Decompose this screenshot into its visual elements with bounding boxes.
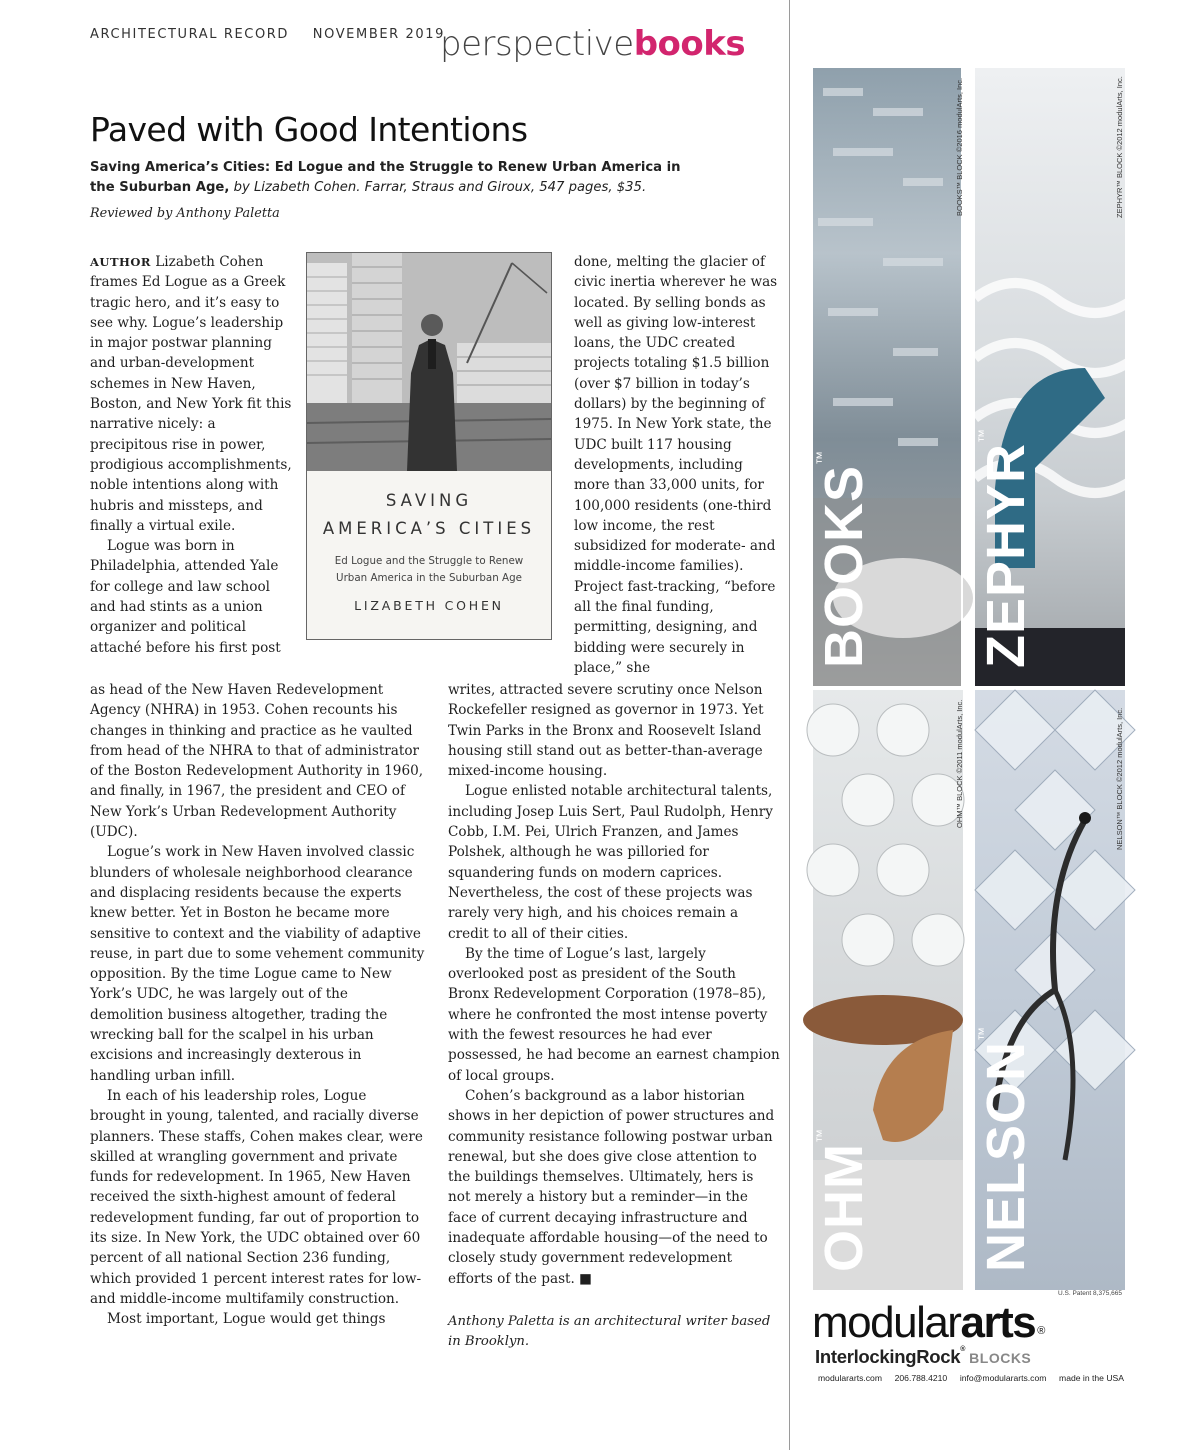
cover-photo (307, 253, 551, 471)
author-credit: Anthony Paletta is an architectural writer based in Brooklyn. (448, 1314, 771, 1350)
paragraph: Logue was born in Philadelphia, attended Yale for college and law school and had stints as a union organizer and political attaché before his first post (90, 538, 281, 656)
cover-subtitle: Ed Logue and the Struggle to Renew Urban America in the Suburban Age (334, 555, 524, 584)
section-heading-light: perspective (440, 24, 634, 64)
ad-label-nelson: NELSON™ (975, 1025, 1036, 1272)
byline: Reviewed by Anthony Paletta (90, 206, 280, 221)
article-deck (90, 158, 690, 198)
ad-phone: 206.788.4210 (894, 1373, 948, 1383)
section-heading-bold: books (633, 24, 746, 64)
paragraph: Logue enlisted notable architectural talents, including Josep Luis Sert, Paul Rudolph, Henry Cobb, I.M. Pei, Ulrich Franzen, and James Polshek, although he was pilloried for squandering funds on modern caprices. Nevertheless, the cost of these projects was rarely very high, and his choices remain a credit to all of their cities. (448, 783, 773, 942)
ad-label-books: BOOKS™ (813, 449, 874, 668)
ad-label-zephyr: ZEPHYR™ (975, 427, 1036, 668)
paragraph: Cohen’s background as a labor historian shows in her depiction of power structures and community resistance following postwar urban renewal, but she does give close attention to the buildings themselves. Ultimately, hers is not merely a history but a reminder—in the face of current decaying infrastructure and inadequate affordable housing—of the need to closely study government redevelopment efforts of the past. ■ (448, 1087, 775, 1287)
ad-panel-ohm (813, 690, 963, 1290)
publication-name: ARCHITECTURAL RECORD (90, 27, 290, 42)
book-details: by Lizabeth Cohen. Farrar, Straus and Giroux, 547 pages, $35. (233, 180, 647, 195)
ad-website: modulararts.com (818, 1373, 882, 1383)
ad-copyright-zephyr: ZEPHYR™ BLOCK ©2012 modulArts, Inc. (1115, 76, 1124, 218)
cover-photo-illustration (307, 253, 551, 471)
ad-copyright-nelson: NELSON™ BLOCK ©2012 modulArts, Inc. (1115, 707, 1124, 850)
cover-author: LIZABETH COHEN (354, 598, 504, 613)
ad-panel-books (813, 68, 963, 686)
paragraph: By the time of Logue’s last, largely overlooked post as president of the South Bronx Redevelopment Corporation (1978–85), where he confronted the most intense poverty with the fewest resources he had ever possessed, he had become an earnest champion of local groups. (448, 945, 780, 1084)
paragraph: done, melting the glacier of civic inertia wherever he was located. By selling bonds as well as giving low-interest loans, the UDC created projects totaling $1.5 billion (over $7 billion in today’s dollars) by the beginning of 1975. In New York state, the UDC built 117 housing developments, including more than 33,000 units, for 100,000 residents (one-third low income, the rest subsidized for moderate- and middle-income families). Project fast-tracking, “before all the final funding, permitting, designing, and bidding were securely in place,” she (574, 254, 778, 676)
modulararts-logo: modulararts ® (812, 1298, 1044, 1347)
ad-origin: made in the USA (1059, 1373, 1124, 1383)
article-column-2 (90, 680, 425, 1330)
lead-word: AUTHOR (90, 255, 151, 269)
paragraph: writes, attracted severe scrutiny once Nelson Rockefeller resigned as governor in 1973. Yet Twin Parks in the Bronx and Roosevelt Island housing still stand out as better-than-average mixed-income housing. (448, 682, 764, 780)
article-column-3 (574, 252, 780, 678)
cover-title: SAVING AMERICA’S CITIES (322, 491, 536, 538)
ad-label-ohm: OHM™ (813, 1128, 874, 1272)
column-divider (789, 0, 790, 1450)
folio (90, 27, 463, 42)
book-title: Saving America’s Cities: Ed Logue and the Struggle to Renew Urban America in the Suburban Age, (90, 160, 681, 195)
ad-patent: U.S. Patent 8,375,665 (1058, 1290, 1122, 1297)
ad-copyright-books: BOOKS™ BLOCK ©2016 modulArts, Inc. (955, 77, 964, 216)
paragraph: Logue’s work in New Haven involved classic blunders of wholesale neighborhood clearance and displacing residents because the experts knew better. Yet in Boston he became more sensitive to context and the viability of adaptive reuse, in part due to some vehement community opposition. By the time Logue came to New York’s UDC, he was largely out of the demolition business altogether, trading the wrecking ball for the scalpel in his urban excisions and increasingly dexterous in handling urban infill. (90, 844, 425, 1084)
book-cover (306, 252, 552, 640)
article-headline: Paved with Good Intentions (90, 110, 528, 149)
ad-contact-footer (818, 1373, 1124, 1383)
issue-date: NOVEMBER 2019 (312, 27, 445, 42)
paragraph: AUTHOR Lizabeth Cohen frames Ed Logue as a Greek tragic hero, and it’s easy to see why. Logue’s leadership in major postwar planning and urban-development schemes in New Haven, Boston, and New York fit this narrative nicely: a precipitous rise in power, prodigious accomplishments, noble intentions along with hubris and missteps, and finally a virtual exile. (90, 254, 292, 534)
paragraph: In each of his leadership roles, Logue brought in young, talented, and racially diverse planners. These staffs, Cohen makes clear, were skilled at wrangling government and private funds for redevelopment. In 1965, New Haven received the sixth-highest amount of federal redevelopment funding, far out of proportion to its size. In New York, the UDC obtained over 60 percent of all national Section 236 funding, which provided 1 percent interest rates for low- and middle-income multifamily construction. (90, 1087, 423, 1307)
article-column-1 (90, 252, 296, 658)
ad-panel-zephyr (975, 68, 1125, 686)
ad-panel-nelson (975, 690, 1125, 1290)
ad-copyright-ohm: OHM™ BLOCK ©2011 modulArts, Inc. (955, 699, 964, 828)
article-column-4 (448, 680, 780, 1289)
advertisement (813, 68, 1125, 1290)
section-heading (440, 22, 745, 66)
paragraph: as head of the New Haven Redevelopment Agency (NHRA) in 1953. Cohen recounts his changes in thinking and practice as he vaulted from head of the NHRA to that of administrator of the Boston Redevelopment Authority in 1960, and finally, in 1967, the president and CEO of New York’s Urban Redevelopment Authority (UDC). (90, 682, 424, 841)
paragraph: Most important, Logue would get things (107, 1311, 386, 1328)
ad-email: info@modulararts.com (959, 1373, 1047, 1383)
ad-tagline: InterlockingRock®BLOCKS (815, 1346, 1032, 1367)
